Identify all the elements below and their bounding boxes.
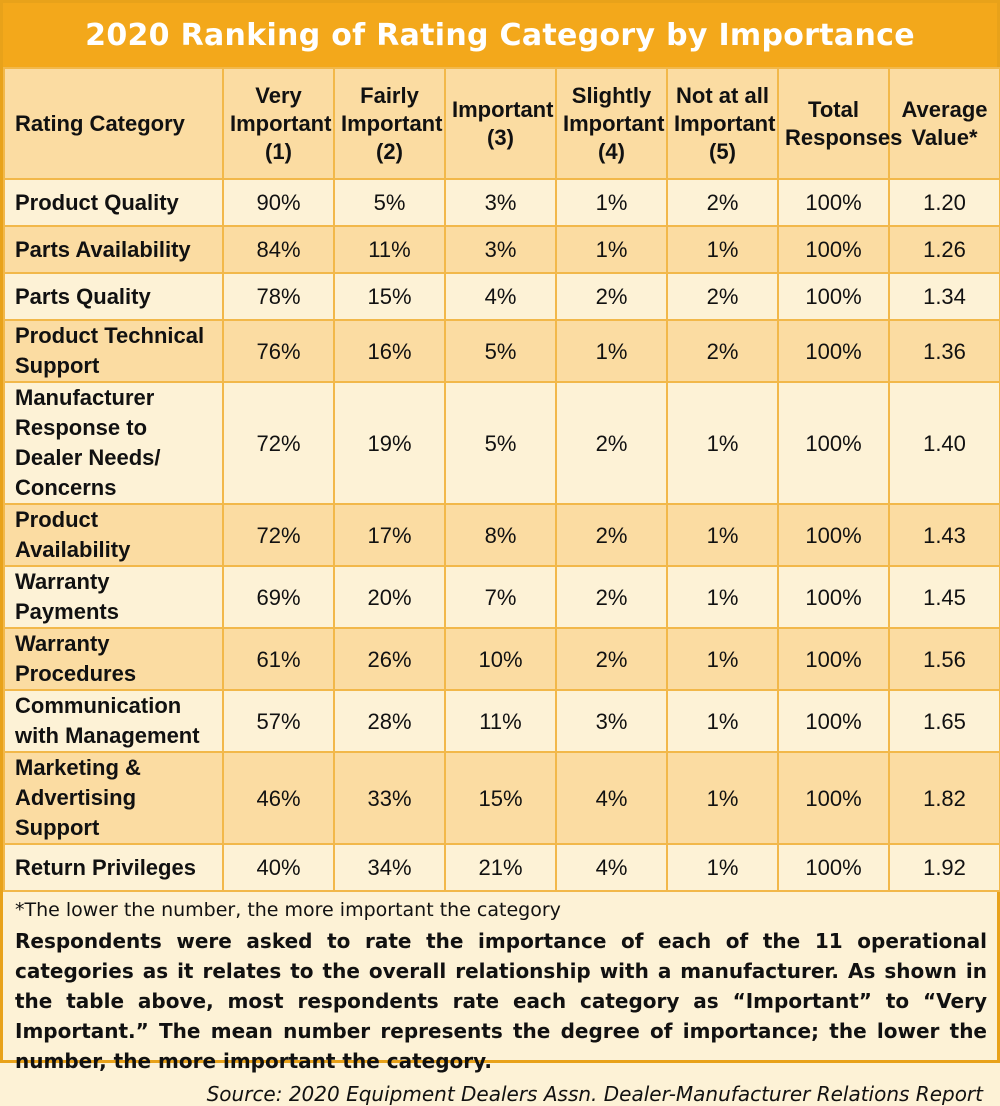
value-cell: 1% xyxy=(556,320,667,382)
value-cell: 1% xyxy=(667,844,778,891)
column-header: Total Responses xyxy=(778,68,889,179)
value-cell: 1.26 xyxy=(889,226,1000,273)
rating-category-cell: Product Quality xyxy=(4,179,223,226)
value-cell: 40% xyxy=(223,844,334,891)
value-cell: 1.45 xyxy=(889,566,1000,628)
table-row xyxy=(4,690,1000,752)
value-cell: 72% xyxy=(223,382,334,504)
value-cell: 4% xyxy=(445,273,556,320)
value-cell: 1.56 xyxy=(889,628,1000,690)
value-cell: 34% xyxy=(334,844,445,891)
column-header: Very Important (1) xyxy=(223,68,334,179)
ranking-table xyxy=(3,67,1000,892)
source-credit: Source: 2020 Equipment Dealers Assn. Dealer-Manufacturer Relations Report xyxy=(206,1082,983,1106)
footnote: *The lower the number, the more important the category xyxy=(15,899,561,921)
value-cell: 20% xyxy=(334,566,445,628)
value-cell: 1.40 xyxy=(889,382,1000,504)
value-cell: 2% xyxy=(667,179,778,226)
value-cell: 11% xyxy=(445,690,556,752)
value-cell: 21% xyxy=(445,844,556,891)
value-cell: 100% xyxy=(778,752,889,844)
table-row xyxy=(4,566,1000,628)
rating-category-cell: Return Privileges xyxy=(4,844,223,891)
column-header: Average Value* xyxy=(889,68,1000,179)
value-cell: 1.82 xyxy=(889,752,1000,844)
value-cell: 1% xyxy=(667,226,778,273)
rating-category-cell: Product Availability xyxy=(4,504,223,566)
value-cell: 5% xyxy=(445,382,556,504)
value-cell: 17% xyxy=(334,504,445,566)
rating-category-cell: Parts Availability xyxy=(4,226,223,273)
value-cell: 2% xyxy=(556,566,667,628)
value-cell: 100% xyxy=(778,273,889,320)
value-cell: 61% xyxy=(223,628,334,690)
table-body xyxy=(4,179,1000,891)
value-cell: 2% xyxy=(667,320,778,382)
value-cell: 26% xyxy=(334,628,445,690)
value-cell: 84% xyxy=(223,226,334,273)
value-cell: 1% xyxy=(667,690,778,752)
value-cell: 100% xyxy=(778,504,889,566)
rating-category-cell: Parts Quality xyxy=(4,273,223,320)
column-header: Rating Category xyxy=(4,68,223,179)
description: Respondents were asked to rate the importance of each of the 11 operational categories as it relates to the overall relationship with a manufacturer. As shown in the table above, most respondents rate each category as “Important” to “Very Important.” The mean number represents the degree of importance; the lower the number, the more important the category. xyxy=(15,929,987,1073)
value-cell: 1% xyxy=(667,504,778,566)
value-cell: 5% xyxy=(445,320,556,382)
table-row xyxy=(4,752,1000,844)
table-row xyxy=(4,226,1000,273)
value-cell: 19% xyxy=(334,382,445,504)
value-cell: 2% xyxy=(556,273,667,320)
value-cell: 1.34 xyxy=(889,273,1000,320)
value-cell: 57% xyxy=(223,690,334,752)
value-cell: 33% xyxy=(334,752,445,844)
value-cell: 11% xyxy=(334,226,445,273)
value-cell: 100% xyxy=(778,690,889,752)
value-cell: 3% xyxy=(445,226,556,273)
value-cell: 4% xyxy=(556,844,667,891)
value-cell: 1% xyxy=(667,566,778,628)
value-cell: 2% xyxy=(667,273,778,320)
value-cell: 1.65 xyxy=(889,690,1000,752)
column-header: Not at all Important (5) xyxy=(667,68,778,179)
value-cell: 3% xyxy=(556,690,667,752)
value-cell: 1.43 xyxy=(889,504,1000,566)
value-cell: 100% xyxy=(778,320,889,382)
value-cell: 15% xyxy=(334,273,445,320)
value-cell: 7% xyxy=(445,566,556,628)
value-cell: 15% xyxy=(445,752,556,844)
value-cell: 2% xyxy=(556,628,667,690)
value-cell: 46% xyxy=(223,752,334,844)
value-cell: 2% xyxy=(556,382,667,504)
notes-section xyxy=(3,892,997,1106)
value-cell: 76% xyxy=(223,320,334,382)
rating-category-cell: Manufacturer Response to Dealer Needs/ Concerns xyxy=(4,382,223,504)
rating-category-cell: Communication with Management xyxy=(4,690,223,752)
column-header: Important (3) xyxy=(445,68,556,179)
value-cell: 28% xyxy=(334,690,445,752)
value-cell: 8% xyxy=(445,504,556,566)
value-cell: 16% xyxy=(334,320,445,382)
table-row xyxy=(4,382,1000,504)
value-cell: 1% xyxy=(667,628,778,690)
value-cell: 2% xyxy=(556,504,667,566)
rating-category-cell: Product Technical Support xyxy=(4,320,223,382)
value-cell: 10% xyxy=(445,628,556,690)
table-row xyxy=(4,844,1000,891)
table-row xyxy=(4,504,1000,566)
value-cell: 3% xyxy=(445,179,556,226)
value-cell: 1.92 xyxy=(889,844,1000,891)
table-row xyxy=(4,273,1000,320)
rating-category-cell: Warranty Procedures xyxy=(4,628,223,690)
value-cell: 69% xyxy=(223,566,334,628)
value-cell: 1.36 xyxy=(889,320,1000,382)
value-cell: 1% xyxy=(556,226,667,273)
value-cell: 1% xyxy=(667,752,778,844)
value-cell: 1% xyxy=(556,179,667,226)
table-row xyxy=(4,628,1000,690)
value-cell: 90% xyxy=(223,179,334,226)
rating-category-cell: Warranty Payments xyxy=(4,566,223,628)
header-row xyxy=(4,68,1000,179)
table-row xyxy=(4,179,1000,226)
value-cell: 100% xyxy=(778,844,889,891)
value-cell: 100% xyxy=(778,226,889,273)
value-cell: 100% xyxy=(778,628,889,690)
value-cell: 100% xyxy=(778,566,889,628)
column-header: Slightly Important (4) xyxy=(556,68,667,179)
value-cell: 100% xyxy=(778,179,889,226)
column-header: Fairly Important (2) xyxy=(334,68,445,179)
value-cell: 100% xyxy=(778,382,889,504)
rating-category-cell: Marketing & Advertising Support xyxy=(4,752,223,844)
table-title: 2020 Ranking of Rating Category by Importance xyxy=(3,3,997,67)
value-cell: 1% xyxy=(667,382,778,504)
value-cell: 72% xyxy=(223,504,334,566)
value-cell: 4% xyxy=(556,752,667,844)
value-cell: 5% xyxy=(334,179,445,226)
value-cell: 1.20 xyxy=(889,179,1000,226)
table-row xyxy=(4,320,1000,382)
value-cell: 78% xyxy=(223,273,334,320)
